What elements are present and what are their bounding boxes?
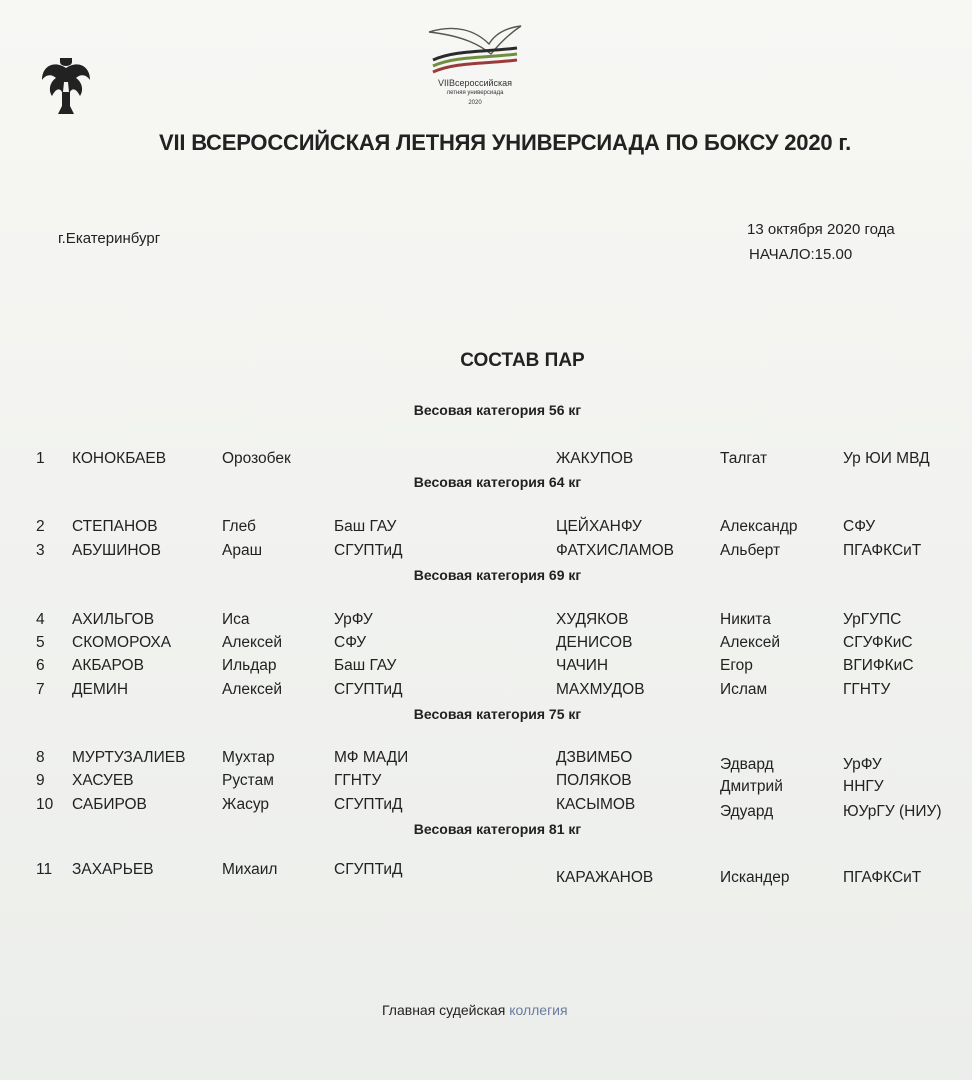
boxer2-name: Дмитрий <box>720 778 783 795</box>
weight-category-81: Весовая категория 81 кг <box>413 821 582 837</box>
boxer1-surname: СТЕПАНОВ <box>72 518 158 535</box>
start-time-label: НАЧАЛО:15.00 <box>749 246 853 263</box>
boxer1-club: Баш ГАУ <box>334 657 397 674</box>
pair-number: 4 <box>36 611 45 628</box>
boxer2-surname: КАСЫМОВ <box>556 796 636 813</box>
pair-number: 3 <box>36 542 45 559</box>
boxer1-club: СГУПТиД <box>334 796 403 813</box>
document-title: VII ВСЕРОССИЙСКАЯ ЛЕТНЯЯ УНИВЕРСИАДА ПО БОКСУ 2020 г. <box>159 130 851 155</box>
boxer1-surname: ЗАХАРЬЕВ <box>72 861 154 878</box>
boxer2-surname: ДЕНИСОВ <box>556 634 633 651</box>
boxer1-name: Мухтар <box>222 749 275 766</box>
boxer1-name: Алексей <box>222 634 282 651</box>
boxer1-club: МФ МАДИ <box>334 749 409 766</box>
boxer2-club: Ур ЮИ МВД <box>843 450 930 467</box>
pairs-heading: СОСТАВ ПАР <box>460 350 585 371</box>
boxer1-name: Жасур <box>222 796 270 813</box>
boxer1-name: Араш <box>222 542 263 559</box>
logo-year: 2020 <box>468 100 482 106</box>
swallow-logo-icon <box>425 22 525 80</box>
boxer1-club: Баш ГАУ <box>334 518 397 535</box>
boxer1-name: Иса <box>222 611 250 628</box>
boxer2-surname: ПОЛЯКОВ <box>556 772 632 789</box>
boxer1-club: СГУПТиД <box>334 861 403 878</box>
boxer1-name: Ильдар <box>222 657 277 674</box>
boxer2-club: УрГУПС <box>843 611 902 628</box>
boxer1-name: Алексей <box>222 681 282 698</box>
boxer2-club: ННГУ <box>843 778 884 795</box>
city-label: г.Екатеринбург <box>58 230 161 247</box>
weight-category-64: Весовая категория 64 кг <box>413 474 582 490</box>
boxer1-surname: КОНОКБАЕВ <box>72 450 167 467</box>
date-label: 13 октября 2020 года <box>747 221 895 238</box>
boxer2-club: ГГНТУ <box>843 681 891 698</box>
logo-title: VIIВсероссийская <box>437 78 513 88</box>
coat-of-arms-emblem <box>38 52 94 116</box>
boxer2-surname: ДЗВИМБО <box>556 749 633 766</box>
pair-number: 7 <box>36 681 45 698</box>
boxer2-surname: ЖАКУПОВ <box>556 450 634 467</box>
pair-number: 2 <box>36 518 45 535</box>
weight-category-69: Весовая категория 69 кг <box>413 567 582 583</box>
boxer2-club: СГУФКиС <box>843 634 913 651</box>
pair-number: 11 <box>36 861 53 878</box>
boxer2-name: Эдвард <box>720 756 774 773</box>
pair-number: 1 <box>36 450 45 467</box>
boxer2-surname: ХУДЯКОВ <box>556 611 629 628</box>
boxer2-surname: ЧАЧИН <box>556 657 609 674</box>
boxer1-surname: АКБАРОВ <box>72 657 144 674</box>
logo-subtitle: летняя универсиада <box>446 90 504 96</box>
boxer1-club: СГУПТиД <box>334 681 403 698</box>
boxer1-surname: САБИРОВ <box>72 796 147 813</box>
boxer2-name: Егор <box>720 657 753 674</box>
boxer2-club: ВГИФКиС <box>843 657 914 674</box>
pair-number: 8 <box>36 749 45 766</box>
boxer2-name: Алексей <box>720 634 780 651</box>
boxer2-club: ПГАФКСиТ <box>843 869 922 886</box>
boxer2-surname: ФАТХИСЛАМОВ <box>556 542 675 559</box>
boxer1-name: Михаил <box>222 861 278 878</box>
pair-number: 10 <box>36 796 54 813</box>
boxer2-surname: ЦЕЙХАНФУ <box>556 518 642 535</box>
pair-number: 6 <box>36 657 45 674</box>
boxer2-name: Искандер <box>720 869 790 886</box>
boxer2-club: СФУ <box>843 518 876 535</box>
boxer1-surname: АБУШИНОВ <box>72 542 161 559</box>
boxer2-name: Александр <box>720 518 798 535</box>
weight-category-56: Весовая категория 56 кг <box>413 402 582 418</box>
boxer1-club: ГГНТУ <box>334 772 382 789</box>
boxer2-name: Эдуард <box>720 803 774 820</box>
footer-signature <box>382 1002 568 1018</box>
boxer1-surname: ХАСУЕВ <box>72 772 134 789</box>
boxer1-surname: МУРТУЗАЛИЕВ <box>72 749 186 766</box>
boxer1-name: Орозобек <box>222 450 291 467</box>
weight-category-75: Весовая категория 75 кг <box>413 706 582 722</box>
boxer2-surname: МАХМУДОВ <box>556 681 645 698</box>
boxer1-surname: АХИЛЬГОВ <box>72 611 155 628</box>
footer-text-faint: коллегия <box>509 1002 568 1018</box>
boxer1-name: Рустам <box>222 772 274 789</box>
boxer1-club: СФУ <box>334 634 367 651</box>
universiade-logo <box>425 22 525 114</box>
pair-number: 5 <box>36 634 45 651</box>
boxer2-club: ПГАФКСиТ <box>843 542 922 559</box>
footer-text: Главная судейская <box>382 1002 510 1018</box>
boxer2-name: Никита <box>720 611 771 628</box>
boxer2-name: Талгат <box>720 450 768 467</box>
boxer1-surname: СКОМОРОХА <box>72 634 172 651</box>
boxer2-surname: КАРАЖАНОВ <box>556 869 654 886</box>
boxer1-club: СГУПТиД <box>334 542 403 559</box>
pair-number: 9 <box>36 772 45 789</box>
boxer1-club: УрФУ <box>334 611 373 628</box>
boxer2-name: Альберт <box>720 542 781 559</box>
boxer2-club: УрФУ <box>843 756 882 773</box>
boxer1-name: Глеб <box>222 518 256 535</box>
boxer1-surname: ДЕМИН <box>72 681 129 698</box>
boxer2-club: ЮУрГУ (НИУ) <box>843 803 942 820</box>
boxer2-name: Ислам <box>720 681 768 698</box>
